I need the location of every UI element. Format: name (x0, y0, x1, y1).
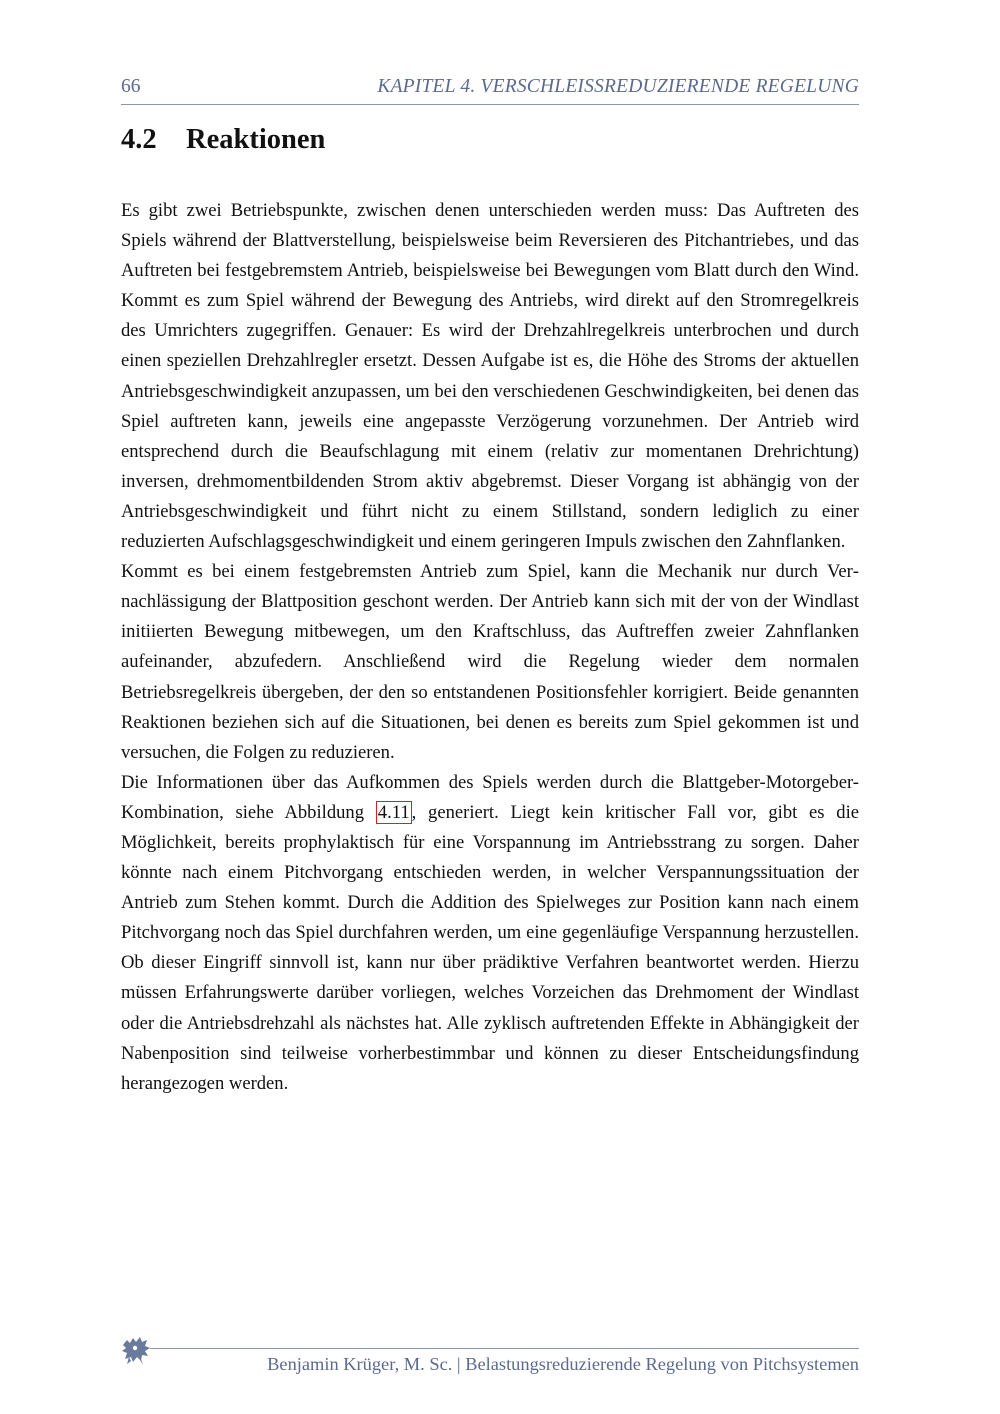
paragraph-text: Die Informationen über das Aufkommen des Spiels werden durch die Blattgeber-Motorgeber-Kombination, siehe Abbildung (121, 771, 859, 823)
section-number: 4.2 (121, 124, 157, 155)
section-title: Reaktionen (186, 124, 326, 155)
footer-text: Benjamin Krüger, M. Sc. | Belastungsreduzierende Regelung von Pitchsystemen (267, 1354, 859, 1374)
section-heading (121, 124, 325, 156)
chapter-title: KAPITEL 4. VERSCHLEISSREDUZIERENDE REGELUNG (377, 76, 859, 97)
crest-logo-icon (119, 1333, 153, 1367)
footer-rule (150, 1348, 859, 1349)
paragraph: Kommt es bei einem festgebremsten Antrieb zum Spiel, kann die Mechanik nur durch Vernachlässigung der Blattposition geschont werden. Der Antrieb kann sich mit der von der Windlast initiierten Bewegung mitbewegen, um den Kraftschluss, das Auftreffen zweier Zahnflanken aufeinander, abzufedern. Anschließend wird die Regelung wieder dem normalen Betriebsregelkreis übergeben, der den so entstandenen Positionsfehler korrigiert. Beide genannten Reaktionen beziehen sich auf die Situationen, bei denen es bereits zum Spiel gekommen ist und versuchen, die Folgen zu reduzieren. (121, 561, 859, 763)
figure-reference-link[interactable]: 4.11 (377, 801, 410, 823)
paragraph-text: , generiert. Liegt kein kritischer Fall vor, gibt es die Möglichkeit, bereits prophylaktisch für eine Vorspannung im Antriebsstrang zu sorgen. Daher könnte nach einem Pitchvorgang entschieden werden, in welcher Verspannungssituation der Antrieb zum Stehen kommt. Durch die Addition des Spielweges zur Position kann nach einem Pitchvorgang noch das Spiel durchfahren werden, um eine gegenläufige Verspannung herzustellen. Ob dieser Eingriff sinnvoll ist, kann nur über prädiktive Verfahren beantwortet werden. Hierzu müssen Erfahrungswerte darüber vorliegen, welches Vorzeichen das Drehmoment der Windlast oder die Antriebsdrehzahl als nächstes hat. Alle zyklisch auftretenden Effekte in Abhängigkeit der Nabenposition sind teilweise vorherbestimmbar und können zu dieser Entscheidungsfindung herangezogen werden. (121, 801, 859, 1094)
paragraph (121, 768, 859, 1099)
paragraph: Es gibt zwei Betriebspunkte, zwischen denen unterschieden werden muss: Das Auftreten des Spiels während der Blattverstellung, beispielsweise beim Reversieren des Pitchantriebes, und das Auftreten bei festgebremstem Antrieb, beispielsweise bei Bewegungen vom Blatt durch den Wind. Kommt es zum Spiel während der Bewegung des Antriebs, wird direkt auf den Stromregelkreis des Umrichters zugegriffen. Genauer: Es wird der Drehzahlregelkreis unterbrochen und durch einen speziellen Drehzahlregler ersetzt. Dessen Aufgabe ist es, die Höhe des Stroms der aktuellen Antriebsgeschwindigkeit anzupassen, um bei den verschiedenen Geschwindigkeiten, bei denen das Spiel auftreten kann, jeweils eine angepasste Verzögerung vorzunehmen. Der Antrieb wird entsprechend durch die Beaufschlagung mit einem (relativ zur momentanen Drehrichtung) inversen, drehmomentbildenden Strom aktiv abgebremst. Dieser Vorgang ist abhängig von der Antriebsgeschwindigkeit und führt nicht zu einem Stillstand, sondern lediglich zu einer reduzierten Aufschlagsgeschwindigkeit und einem geringeren Impuls zwischen den Zahnflanken. (121, 200, 859, 553)
running-header (121, 74, 859, 105)
body-text (121, 196, 859, 1099)
page-number: 66 (121, 76, 141, 97)
